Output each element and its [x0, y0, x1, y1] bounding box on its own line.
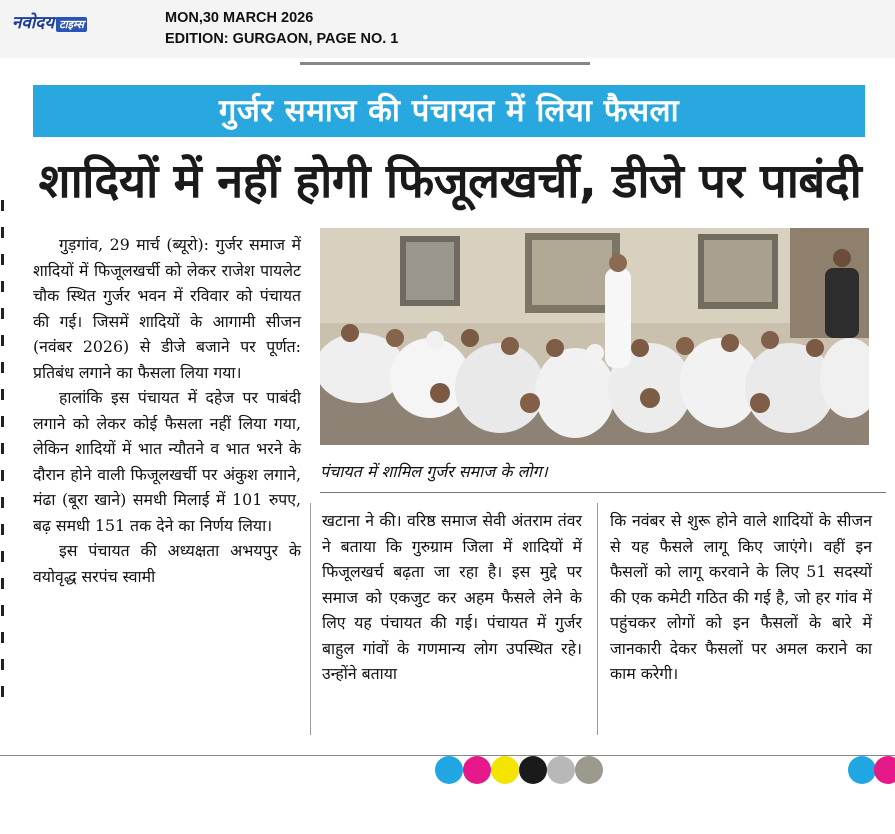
- epaper-header: [0, 0, 895, 59]
- article-photo: [320, 228, 869, 445]
- registration-dot-edge: [874, 756, 895, 784]
- registration-dot: [463, 756, 491, 784]
- logo-sub-text: टाइम्स: [56, 17, 87, 32]
- article-column-3: [610, 508, 872, 687]
- newspaper-logo[interactable]: [12, 10, 87, 32]
- caption-rule: [320, 492, 886, 493]
- registration-dot: [519, 756, 547, 784]
- photo-caption: पंचायत में शामिल गुर्जर समाज के लोग।: [320, 462, 548, 481]
- article-paragraph: खटाना ने की। वरिष्ठ समाज सेवी अंतराम तंवर ने बताया कि गुरुग्राम जिला में शादियों में फिजूलखर्च बढ़ता जा रहा है। इस मुद्दे पर समाज को एकजुट कर अहम फैसले लेने के लिए यह पंचायत की गई। पंचायत में गुर्जर बाहुल गांवों के गणमान्य लोग उपस्थित रहे। उन्होंने बताया: [322, 511, 582, 683]
- registration-dot: [435, 756, 463, 784]
- column-divider: [310, 503, 311, 735]
- article-headline: शादियों में नहीं होगी फिजूलखर्ची, डीजे पर पाबंदी: [38, 154, 862, 209]
- article-paragraph: हालांकि इस पंचायत में दहेज पर पाबंदी लगाने को लेकर कोई फैसला नहीं लिया गया, लेकिन शादियों में भात न्यौतने व भात भरने के दौरान होने वाली फिजूलखर्ची पर अंकुश लगाने, मंढा (बूरा खाने) समधी मिलाई में 101 रुपए, बढ़ समधी 151 तक देने का निर्णय लिया।: [33, 388, 301, 535]
- article-kicker: गुर्जर समाज की पंचायत में लिया फैसला: [33, 85, 865, 137]
- registration-dot: [491, 756, 519, 784]
- article-paragraph: इस पंचायत की अध्यक्षता अभयपुर के वयोवृद्ध सरपंच स्वामी: [33, 541, 301, 586]
- registration-dot: [575, 756, 603, 784]
- panchayat-meeting-photo: [320, 228, 869, 445]
- logo-main-text: नवोदय: [12, 13, 55, 33]
- clipping-top-edge: [0, 58, 895, 68]
- article-paragraph: गुड़गांव, 29 मार्च (ब्यूरो): गुर्जर समाज में शादियों में फिजूलखर्ची को लेकर राजेश पायलेट चौक स्थित गुर्जर भवन में रविवार को पंचायत की गई। जिसमें शादियों के आगामी सीजन (नवंबर 2026) से डीजे बजाने पर पूर्णत: प्रतिबंध लगाने का फैसला लिया गया।: [33, 235, 301, 382]
- adjacent-column-edge: [0, 200, 6, 720]
- article-column-2: [322, 508, 582, 687]
- article-column-1: [33, 232, 301, 589]
- article-paragraph: कि नवंबर से शुरू होने वाले शादियों के सीजन से यह फैसले लागू किए जाएंगे। वहीं इन फैसलों को लागू करवाने के लिए 51 सदस्यों की एक कमेटी गठित की गई है, जो हर गांव में पहुंचकर लोगों को इन फैसलों के बारे में जानकारी देकर फैसलों पर अमल कराने का काम करेगी।: [610, 511, 872, 683]
- column-divider: [597, 503, 598, 735]
- issue-date: MON,30 MARCH 2026: [165, 10, 314, 26]
- edition-page: EDITION: GURGAON, PAGE NO. 1: [165, 31, 399, 47]
- registration-dot-edge: [848, 756, 876, 784]
- edition-info: [165, 8, 398, 50]
- registration-dot: [547, 756, 575, 784]
